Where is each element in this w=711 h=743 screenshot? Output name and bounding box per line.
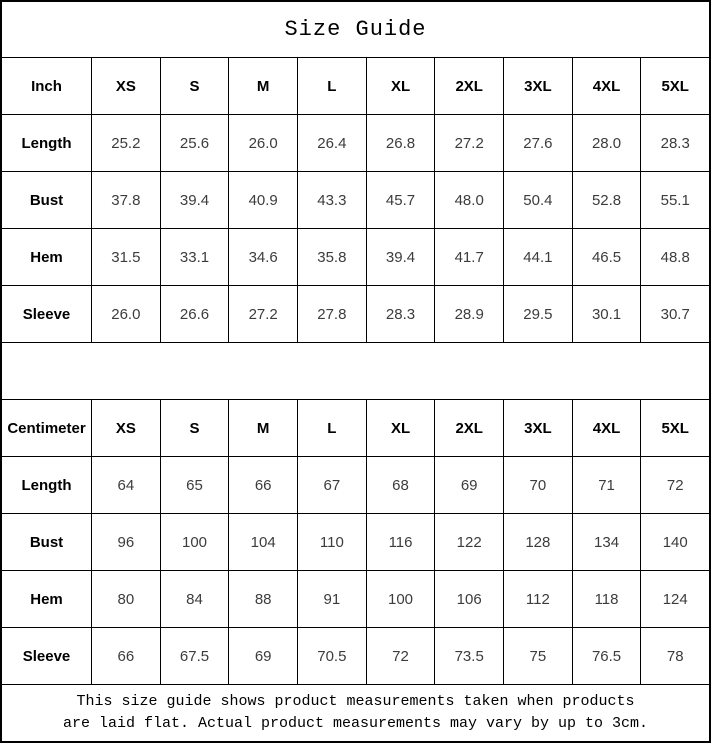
unit-label-cell: Inch bbox=[2, 58, 92, 114]
size-header-cell: 4XL bbox=[573, 58, 642, 114]
measurement-value-cell: 112 bbox=[504, 571, 573, 627]
measurement-row bbox=[2, 229, 709, 286]
measurement-row bbox=[2, 457, 709, 514]
measurement-value-cell: 26.0 bbox=[92, 286, 161, 342]
measurement-value-cell: 72 bbox=[666, 476, 684, 494]
measurement-value-cell: 84 bbox=[161, 571, 230, 627]
size-header-row bbox=[2, 58, 709, 115]
measurement-value-cell: 116 bbox=[367, 514, 436, 570]
measurement-row bbox=[2, 286, 709, 343]
measurement-value-cell: 48.0 bbox=[435, 172, 504, 228]
measurement-value-cell: 66 bbox=[92, 628, 161, 684]
measurement-value-cell: 128 bbox=[504, 514, 573, 570]
measurement-value-cell: 67 bbox=[298, 457, 367, 513]
measurement-value-cell: 44.1 bbox=[504, 229, 573, 285]
measurement-value-cell: 40.9 bbox=[229, 172, 298, 228]
measurement-value-cell: 39.4 bbox=[367, 229, 436, 285]
measurement-value-cell: 25.6 bbox=[161, 115, 230, 171]
size-header-cell: 2XL bbox=[435, 58, 504, 114]
measurement-row bbox=[2, 628, 709, 685]
size-header-cell: XL bbox=[367, 58, 436, 114]
size-header-cell: XS bbox=[92, 58, 161, 114]
measurement-row bbox=[2, 172, 709, 229]
size-header-cell: L bbox=[298, 400, 367, 456]
measurement-value-cell: 27.2 bbox=[435, 115, 504, 171]
measurement-value-cell: 104 bbox=[229, 514, 298, 570]
measurement-value-cell: 70 bbox=[504, 457, 573, 513]
measurement-value-cell: 45.7 bbox=[367, 172, 436, 228]
measurement-value-cell: 70.5 bbox=[298, 628, 367, 684]
size-header-cell: 2XL bbox=[435, 400, 504, 456]
measurement-value-cell: 73.5 bbox=[435, 628, 504, 684]
size-header-cell: 5XL bbox=[661, 419, 689, 437]
measurement-value-cell: 96 bbox=[92, 514, 161, 570]
measurement-value-cell: 25.2 bbox=[92, 115, 161, 171]
size-header-cell: 5XL bbox=[661, 77, 689, 95]
unit-label-cell: Centimeter bbox=[2, 400, 92, 456]
measurement-label-cell: Hem bbox=[2, 229, 92, 285]
size-header-cell: M bbox=[229, 58, 298, 114]
measurement-value-cell: 52.8 bbox=[573, 172, 642, 228]
measurement-value-cell: 31.5 bbox=[92, 229, 161, 285]
measurement-value-cell: 29.5 bbox=[504, 286, 573, 342]
size-header-cell: 4XL bbox=[573, 400, 642, 456]
measurement-value-cell: 37.8 bbox=[92, 172, 161, 228]
size-header-cell: XS bbox=[92, 400, 161, 456]
measurement-value-cell: 46.5 bbox=[573, 229, 642, 285]
size-header-cell: M bbox=[229, 400, 298, 456]
size-guide-footnote bbox=[2, 685, 709, 741]
measurement-value-cell: 26.0 bbox=[229, 115, 298, 171]
measurement-value-cell: 27.8 bbox=[298, 286, 367, 342]
measurement-value-cell: 55.1 bbox=[660, 191, 690, 209]
measurement-value-cell: 69 bbox=[229, 628, 298, 684]
size-header-cell: S bbox=[161, 58, 230, 114]
size-header-cell: 3XL bbox=[504, 400, 573, 456]
measurement-value-cell: 26.6 bbox=[161, 286, 230, 342]
measurement-value-cell: 88 bbox=[229, 571, 298, 627]
size-header-cell: L bbox=[298, 58, 367, 114]
measurement-value-cell: 76.5 bbox=[573, 628, 642, 684]
measurement-value-cell: 33.1 bbox=[161, 229, 230, 285]
size-header-cell: S bbox=[161, 400, 230, 456]
measurement-value-cell: 140 bbox=[662, 533, 688, 551]
measurement-value-cell: 122 bbox=[435, 514, 504, 570]
measurement-value-cell: 34.6 bbox=[229, 229, 298, 285]
footnote-line: This size guide shows product measurements taken when products bbox=[76, 692, 635, 710]
measurement-value-cell: 110 bbox=[298, 514, 367, 570]
measurement-row bbox=[2, 115, 709, 172]
measurement-value-cell: 72 bbox=[367, 628, 436, 684]
measurement-value-cell: 66 bbox=[229, 457, 298, 513]
measurement-value-cell: 39.4 bbox=[161, 172, 230, 228]
measurement-value-cell: 43.3 bbox=[298, 172, 367, 228]
size-header-row bbox=[2, 400, 709, 457]
measurement-value-cell: 28.3 bbox=[367, 286, 436, 342]
measurement-value-cell: 91 bbox=[298, 571, 367, 627]
measurement-value-cell: 71 bbox=[573, 457, 642, 513]
measurement-value-cell: 26.4 bbox=[298, 115, 367, 171]
measurement-value-cell: 48.8 bbox=[660, 248, 690, 266]
measurement-label-cell: Bust bbox=[2, 172, 92, 228]
measurement-label-cell: Sleeve bbox=[2, 628, 92, 684]
measurement-value-cell: 100 bbox=[367, 571, 436, 627]
measurement-value-cell: 27.6 bbox=[504, 115, 573, 171]
size-header-cell: 3XL bbox=[504, 58, 573, 114]
measurement-value-cell: 41.7 bbox=[435, 229, 504, 285]
size-header-cell: XL bbox=[367, 400, 436, 456]
measurement-value-cell: 78 bbox=[666, 647, 684, 665]
measurement-value-cell: 26.8 bbox=[367, 115, 436, 171]
measurement-value-cell: 28.9 bbox=[435, 286, 504, 342]
measurement-value-cell: 27.2 bbox=[229, 286, 298, 342]
measurement-value-cell: 69 bbox=[435, 457, 504, 513]
measurement-value-cell: 67.5 bbox=[161, 628, 230, 684]
measurement-value-cell: 65 bbox=[161, 457, 230, 513]
measurement-label-cell: Length bbox=[2, 115, 92, 171]
measurement-value-cell: 124 bbox=[662, 590, 688, 608]
measurement-label-cell: Length bbox=[2, 457, 92, 513]
measurement-value-cell: 68 bbox=[367, 457, 436, 513]
measurement-value-cell: 30.7 bbox=[660, 305, 690, 323]
measurement-value-cell: 30.1 bbox=[573, 286, 642, 342]
measurement-row bbox=[2, 571, 709, 628]
measurement-value-cell: 50.4 bbox=[504, 172, 573, 228]
measurement-value-cell: 28.3 bbox=[660, 134, 690, 152]
table-gap-spacer bbox=[2, 343, 709, 400]
measurement-row bbox=[2, 514, 709, 571]
measurement-label-cell: Sleeve bbox=[2, 286, 92, 342]
size-tables bbox=[2, 58, 709, 685]
measurement-value-cell: 35.8 bbox=[298, 229, 367, 285]
measurement-value-cell: 134 bbox=[573, 514, 642, 570]
measurement-value-cell: 64 bbox=[92, 457, 161, 513]
footnote-line: are laid flat. Actual product measurements may vary by up to 3cm. bbox=[62, 715, 649, 732]
measurement-value-cell: 80 bbox=[92, 571, 161, 627]
measurement-label-cell: Hem bbox=[2, 571, 92, 627]
measurement-value-cell: 75 bbox=[504, 628, 573, 684]
measurement-value-cell: 106 bbox=[435, 571, 504, 627]
size-guide-title: Size Guide bbox=[2, 2, 709, 58]
measurement-value-cell: 28.0 bbox=[573, 115, 642, 171]
measurement-label-cell: Bust bbox=[2, 514, 92, 570]
measurement-value-cell: 100 bbox=[161, 514, 230, 570]
measurement-value-cell: 118 bbox=[573, 571, 642, 627]
